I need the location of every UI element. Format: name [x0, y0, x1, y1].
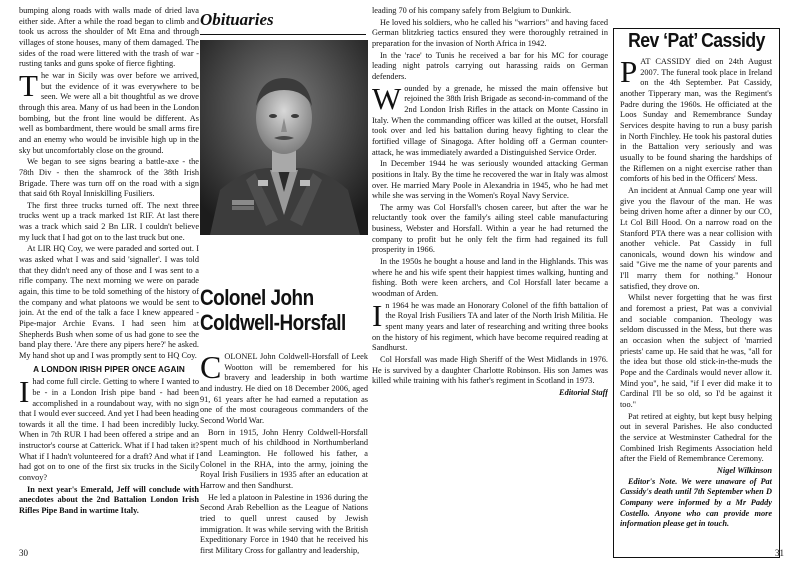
story-paragraph: The first three trucks turned off. The next three trucks went up a track marked 1st RIF. At last there was a track which said 2 Bn LIR. I couldn't believe my luck that I had got on to the last truck but one. [19, 200, 199, 242]
cassidy-byline: Nigel Wilkinson [716, 465, 772, 475]
cassidy-paragraph: PAT CASSIDY died on 24th August 2007. The funeral took place in Ireland on the 4th September. Pat Cassidy, another Tipperary man, was the Regiment's Padre during the 1960s. He officiated at the Loos Sunday and Remembrance Sunday Services despite having to run a busy parish in North Finchley. He took his pastoral duties in the Battalion very seriously and was usually to be found sharing the hardships of the Riflemen on a night exercise rather than comforts of his bed in the Officers' Mess. [620, 57, 772, 184]
obit-paragraph: In the 'race' to Tunis he received a bar for his MC for courage leading night patrols carrying out harassing raids on German defenders. [372, 50, 608, 81]
obit-paragraph: In December 1944 he was seriously wounded attacking German positions in Italy. By the time he recovered the war in Italy was almost over. He married Mary Poole in Alexandria in 1945, who he had met while she was serving in the Women's Royal Navy Service. [372, 159, 608, 201]
column-colonel-obit-continued [372, 6, 608, 566]
cassidy-paragraph: Whilst never forgetting that he was first and foremost a priest, Pat was a convivial and sociable companion. Theology was seldom discussed in the Mess, but there was an occasion when the subject of 'married priests' came up. He said that he was, "all for the idea but those old stick-in-the-muds the Pope and the Cardinals would never allow it. Mind you", he said, "if I ever did make it to Cardinal I'll be so old, so I'd be against it too." [620, 293, 772, 409]
section-title: Obituaries [200, 10, 274, 29]
story-paragraph: At LIR HQ Coy, we were paraded and sorted out. I was asked what I was and said 'signaller'. I was told that they didn't need any of those and I was sent to a rifle company. The next morning we were on parade again, this time to be told something of the history of the company and what platoons we would be sent to join. At the end of the talk a face I knew appeared - Pipe-major Archie Evans. I had seen him at Shepherds Bush when some of us had gone to see the band play there. 'Are there any pipers here?' he asked. My hand shot up and I was promptly sent to HQ Coy. [19, 244, 199, 360]
editors-note: Editor's Note. We were unaware of Pat Cassidy's death until 7th September when D Company were informed by a Mr Paddy Costello. Anyone who can provide more information please get in touch. [620, 476, 772, 529]
obit-paragraph: He led a platoon in Palestine in 1936 during the Second Arab Rebellion as the League of Nations tried to quell unrest caused by Jewish immigration. It was while serving with the British Expeditionary Force in 1940 that he received his first Military Cross for gallantry and leadership, [200, 492, 368, 555]
story-paragraph: We began to see signs bearing a battle-axe - the 78th Div - then the shamrock of the 38th Irish Brigade. There was turn off on the road with a sign that said 6th Royal Inniskilling Fusiliers. [19, 157, 199, 199]
story-paragraph: Ihad come full circle. Getting to where I wanted to be - in a London Irish pipe band - had been accomplished in a roundabout way, with no sign that I would ever succeed. And yet I had been heading towards it all the time. I had been incredibly lucky. When in 7th RUR I had been offered a stripe and an instructor's course at Catterick. What if I had taken it? What if I hadn't volunteered for a draft? And what if I had got on to one of the first six trucks in the Sicily convoy? [19, 374, 199, 483]
next-year-teaser: In next year's Emerald, Jeff will conclude with anecdotes about the 2nd Battalion London Irish Rifles Pipe Band in wartime Italy. [19, 484, 199, 516]
page-number-right: 31 [775, 548, 784, 558]
obit-paragraph: In the 1950s he bought a house and land in the Highlands. This was where he and his wife spent their happiest times walking, hunting and fishing. Both were keen archers, and Col Horsfall later became a woodman of Arden. [372, 257, 608, 299]
obit-paragraph: In 1964 he was made an Honorary Colonel of the fifth battalion of the Royal Irish Fusiliers TA and later of the North Irish Militia. He spent many years and later of researching and writing three books on the history of his regiment, which have become required reading at Sandhurst. [372, 297, 608, 353]
page-number-left: 30 [19, 548, 28, 558]
obit-paragraph: leading 70 of his company safely from Belgium to Dunkirk. [372, 6, 572, 15]
colonel-portrait-photo [200, 40, 368, 235]
obit-paragraph: Wounded by a grenade, he missed the main offensive but rejoined the 38th Irish Brigade as second-in-command of the 2nd London Irish Rifles in the attack on Monte Cassino in Italy. When the commanding officer was killed at the outset, Horsfall took over and led his battalion during heavy fighting to clear the fortified village of Sinagoga. After holding off a German counter-attack, he was immediately awarded a Distinguished Service Order. [372, 80, 608, 157]
cassidy-headline: Rev ‘Pat’ Cassidy [628, 30, 765, 52]
obit-paragraph: Col Horsfall was made High Sheriff of the West Midlands in 1976. He is survived by a daughter Charlotte Robinson. His son James was killed while training with his father's regiment in Scotland in 1973. [372, 355, 608, 386]
piper-subheading: A LONDON IRISH PIPER ONCE AGAIN [33, 364, 185, 374]
obit-paragraph: Born in 1915, John Henry Coldwell-Horsfall spent much of his childhood in Northumberland and Leamington. He followed his father, a Colonel in the RHA, into the army, joining the Royal Irish Fusiliers in 1935 after an education at Harrow and then Sandhurst. [200, 427, 368, 490]
cassidy-paragraph: Pat retired at eighty, but kept busy helping out in several Parishes. He also conducted the service at Westminster Cathedral for the Combined Irish Regiments Association held after the Field of Remembrance Ceremony. [620, 411, 772, 464]
column-piper-story [19, 6, 199, 549]
column-colonel-obit-start [200, 352, 368, 557]
colonel-obituary-headline: Colonel John Coldwell-Horsfall [200, 285, 346, 335]
section-title-rule [200, 34, 366, 35]
obit-paragraph: COLONEL John Coldwell-Horsfall of Leek Wootton will be remembered for his bravery and leadership in both wartime and industry. He died on 18 December 2006, aged 91, 61 years after he had earned a reputation as one of the most courageous commanders of the Second World War. [200, 352, 368, 425]
story-paragraph: bumping along roads with walls made of dried lava either side. After a while the road began to climb and took us across the shoulder of Mt Etna and through villages of stone houses, many of them damaged. The sides of the road were littered with the trash of war - rusting tanks and guns spoke of fierce fighting. [19, 6, 199, 69]
cassidy-paragraph: An incident at Annual Camp one year will give you the flavour of the man. He was being driven home after a dinner by our CO, Lt Col Bill Hood. On a narrow road on the Stanford PTA there was a near collision with another vehicle. Pat Cassidy in full canonicals, wound down his window and said "Give me the name of your parents and I'll marry them for nothing." Honour satisfied, they drove on. [620, 185, 772, 291]
obit-byline: Editorial Staff [559, 387, 608, 397]
obit-paragraph: He loved his soldiers, who he called his "warriors" and having faced German blitzkrieg tactics ensured they were thoroughly retrained in preparation for the invasion of North Africa in 1942. [372, 17, 608, 48]
story-paragraph: The war in Sicily was over before we arrived, but the evidence of it was everywhere to be seen. We were all a bit thoughtful as we drove through this area. Many of us had been in the London bombing, but the front line would be different. As well as bombardment, there would be small arms fire and an enemy who would be invisible high up in the sky but uncomfortably close on the ground. [19, 67, 199, 155]
column-cassidy-obit [620, 57, 772, 552]
obit-paragraph: The army was Col Horsfall's chosen career, but after the war he reluctantly took over the family's ailing steel cable manufacturing business, Webster and Horsfall. Within a year he had returned the company to profit but he only felt the firm had regained its full prosperity in 1966. [372, 202, 608, 255]
